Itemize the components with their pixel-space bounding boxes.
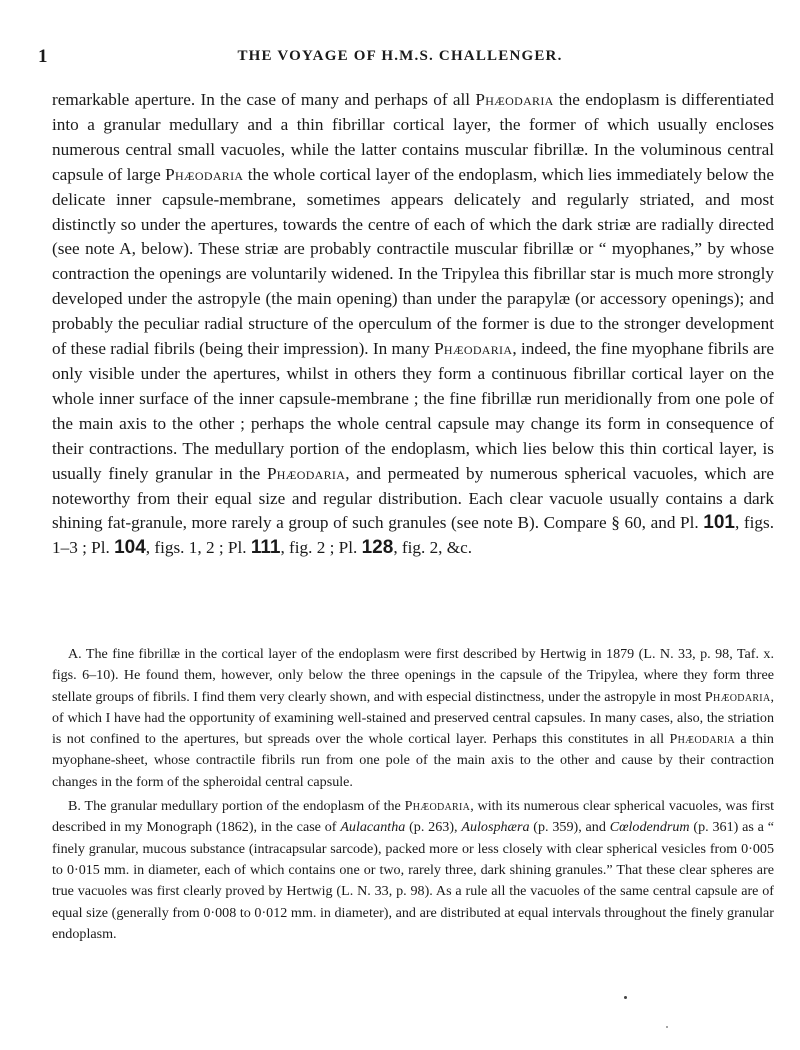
taxon-phaeodaria: Phæodaria xyxy=(266,463,346,483)
note-text: , of which I have had the opportunity of examining well-stained and preserved central capsules. In many cases, also, the striation is not confined to the apertures, but spreads over the whole cortical layer. Perhaps this constitutes in all xyxy=(52,688,774,748)
taxon-phaeodaria: Phæodaria xyxy=(434,339,513,359)
note-text: (p. 361) as a “ finely granular, mucous substance (intracapsular sarcode), packed more or less closely with clear spherical vesicles from 0·005 to 0·015 mm. in diameter, each of which contains one or two, rarely three, dark shining granules.” That these clear spheres are true vacuoles was first clearly proved by Hertwig (L. N. 33, p. 98). As a rule all the vacuoles of the same central capsule are of equal size (generally from 0·008 to 0·012 mm. in diameter), and are distributed at equal intervals throughout the finely granular endoplasm. xyxy=(52,819,774,942)
note-text: a thin myophane-sheet, whose contractile fibrils run from one pole of the main axis to the other and cause by their contraction changes in the form of the spheroidal central capsule. xyxy=(52,731,774,790)
body-text: , figs. 1, 2 ; Pl. xyxy=(145,538,251,558)
body-text: , fig. 2, &c. xyxy=(393,538,473,558)
plate-number: 128 xyxy=(361,537,394,559)
body-text: , figs. 1–3 ; Pl. xyxy=(52,513,774,558)
note-text: A. The fine fibrillæ in the cortical layer of the endoplasm were first described by Hertwig in 1879 (L. N. 33, p. 98, Taf. x. figs. 6–10). He found them, however, only below the three openings in the capsule of the Tripylea, where they form three stellate groups of fibrils. I find them very clearly shown, and with especial distinctness, under the astropyle in most xyxy=(52,646,774,705)
note-a xyxy=(52,644,774,793)
body-text: the endoplasm is differentiated into a granular medullary and a thin fibrillar cortical layer, the former of which usually encloses numerous central small vacuoles, while the latter contains muscular fibrillæ. In the voluminous central capsule of large xyxy=(52,90,774,184)
taxon-phaeodaria: Phæodaria xyxy=(669,731,736,748)
plate-number: 101 xyxy=(703,512,735,534)
taxon-phaeodaria: Phæodaria xyxy=(404,798,471,815)
note-text: B. The granular medullary portion of the endoplasm of the xyxy=(68,798,405,815)
genus-name: Cœlodendrum xyxy=(609,819,690,836)
genus-name: Aulosphæra xyxy=(461,819,530,836)
note-text: , with its numerous clear spherical vacuoles, was first described in my Monograph (1862), in the case of xyxy=(52,798,774,836)
genus-name: Aulacantha xyxy=(340,819,406,836)
main-text xyxy=(52,88,774,561)
body-text: , fig. 2 ; Pl. xyxy=(280,538,362,558)
footnotes xyxy=(52,644,774,948)
body-text: remarkable aperture. In the case of many and perhaps of all xyxy=(52,90,476,109)
page-number: 1 xyxy=(38,46,48,67)
plate-number: 111 xyxy=(250,537,281,559)
body-text: , indeed, the fine myophane fibrils are only visible under the apertures, whilst in others they form a continuous fibrillar cortical layer on the whole inner surface of the inner capsule-membrane ; the fine fibrillæ run meridionally from one pole of the main axis to the other ; perhaps the whole central capsule may change its form in consequence of their contractions. The medullary portion of the endoplasm, which lies below this thin cortical layer, is usually finely granular in the xyxy=(52,339,775,483)
page-header xyxy=(38,46,762,72)
note-text: (p. 359), and xyxy=(529,819,610,836)
taxon-phaeodaria: Phæodaria xyxy=(475,90,554,109)
body-text: , and permeated by numerous spherical vacuoles, which are noteworthy from their equal size and regular distribution. Each clear vacuole usually contains a dark shining fat-granule, more rarely a group of such granules (see note B). Compare § 60, and Pl. xyxy=(52,463,774,533)
print-speck xyxy=(666,1026,668,1028)
taxon-phaeodaria: Phæodaria xyxy=(165,164,244,184)
print-speck xyxy=(624,996,627,999)
note-text: (p. 263), xyxy=(405,819,462,836)
body-paragraph xyxy=(52,88,774,561)
plate-number: 104 xyxy=(114,537,146,559)
body-text: the whole cortical layer of the endoplasm, which lies immediately below the delicate inner capsule-membrane, sometimes appears delicately and regularly striated, and most distinctly so under the apertures, towards the centre of each of which the dark striæ are radially directed (see note A, below). These striæ are probably contractile muscular fibrillæ or “ myophanes,” by whose contraction the openings are voluntarily widened. In the Tripylea this fibrillar star is much more strongly developed under the astropyle (the main opening) than under the parapylæ (or accessory openings); and probably the peculiar radial structure of the operculum of the former is due to the stronger development of these radial fibrils (being their impression). In many xyxy=(52,164,774,359)
taxon-phaeodaria: Phæodaria xyxy=(704,688,771,705)
running-title: THE VOYAGE OF H.M.S. CHALLENGER. xyxy=(237,48,563,64)
note-b xyxy=(52,796,774,945)
